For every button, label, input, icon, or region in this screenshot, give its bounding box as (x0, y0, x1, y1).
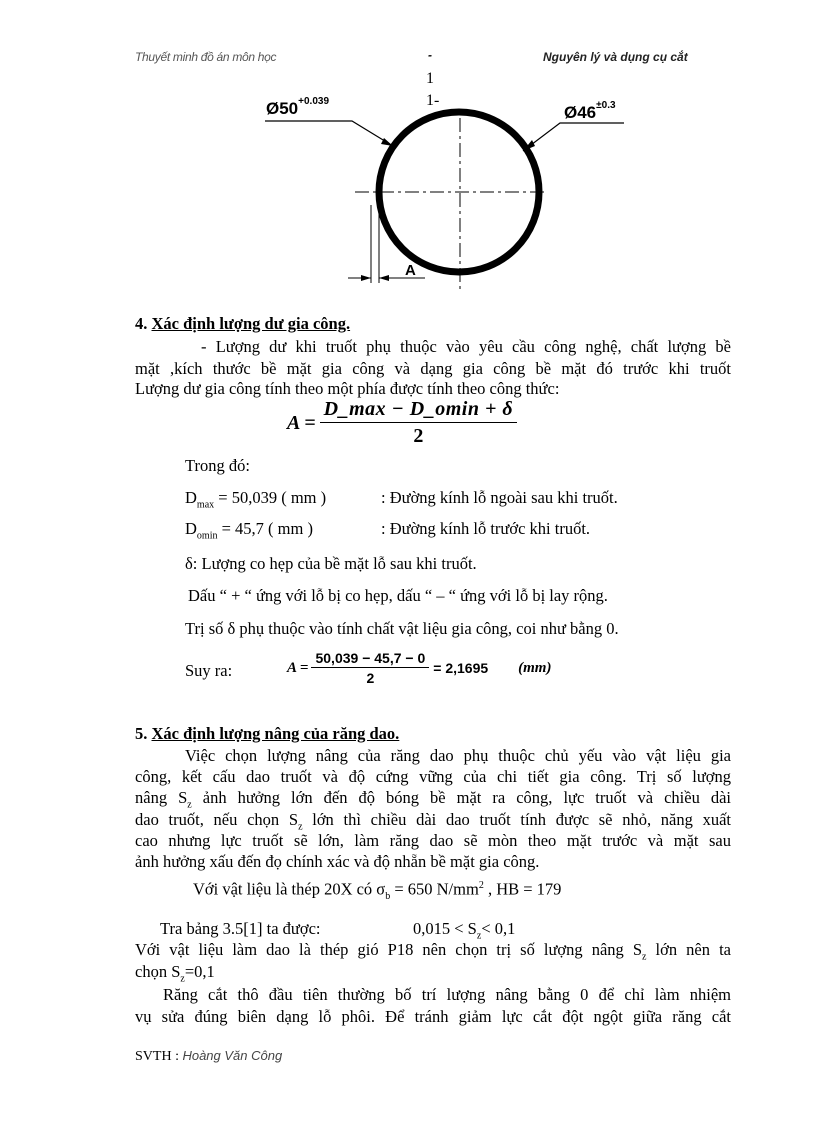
s5-line3-b: ảnh hưởng lớn đến độ bóng bề mặt ra công, lực truốt và chiều dài (191, 788, 732, 807)
s5-line4-a: dao truốt, nếu chọn S (135, 810, 299, 829)
sign-line: Dấu “ + “ ứng với lỗ bị co hẹp, dấu “ – “ ứng với lỗ bị lay rộng. (188, 586, 608, 605)
dmax-line (185, 487, 326, 516)
dim-a-label: A (405, 262, 416, 279)
s4-p1-line1: - Lượng dư khi truốt phụ thuộc vào yêu cầu công nghệ, chất lượng bề (201, 337, 731, 356)
s5-p1-line6: ảnh hưởng xấu đến đọ chính xác và độ nhẵn bề mặt gia công. (135, 852, 540, 871)
footer-name: Hoàng Văn Công (182, 1048, 283, 1063)
result-value: = 2,1695 (433, 660, 489, 676)
delta-line: δ: Lượng co hẹp của bề mặt lỗ sau khi truốt. (185, 554, 477, 573)
material-b: = 650 N/mm (390, 879, 479, 899)
dim-inner-label (564, 100, 616, 123)
dmax-description: : Đường kính lỗ ngoài sau khi truốt. (381, 488, 618, 507)
header-right: Nguyên lý và dụng cụ cắt (543, 50, 688, 64)
material-c: , HB = 179 (483, 879, 562, 899)
dim-a-arrow-left (361, 275, 371, 281)
figure-top-label-2: 1- (426, 92, 440, 109)
dmax-symbol: D (185, 488, 197, 507)
result-numerator: 50,039 − 45,7 − 0 (311, 650, 429, 668)
result-unit: (mm) (518, 659, 552, 676)
result-lhs: A = (287, 659, 309, 676)
table-line-a: Tra bảng 3.5[1] ta được: (160, 919, 321, 938)
s5-p1-line3 (135, 788, 731, 810)
result-denominator: 2 (366, 670, 375, 686)
dim-inner-tol: ±0.3 (596, 100, 616, 112)
s5-line4-b: lớn thì chiều dài dao truốt tính được sẽ nhỏ, năng xuất (302, 810, 731, 829)
ring-drawing (0, 0, 816, 330)
formula-numerator: D_max − D_omin + δ (320, 398, 517, 423)
leader-outer (265, 121, 393, 146)
s5-p1-line1: Việc chọn lượng nâng của răng dao phụ thuộc chủ yếu vào vật liệu gia (185, 746, 731, 765)
result-fraction (311, 650, 429, 686)
s5-line3-a: nâng S (135, 788, 188, 807)
where-label: Trong đó: (185, 456, 250, 475)
dim-outer-label (266, 96, 330, 119)
table-sub: z (476, 930, 482, 942)
domin-value: = 45,7 ( mm ) (217, 519, 313, 538)
dim-a-arrow-right (379, 275, 389, 281)
rough-line1: Răng cắt thô đầu tiên thường bố trí lượng nâng bằng 0 để chỉ làm nhiệm (163, 985, 731, 1004)
footer (135, 1048, 282, 1065)
dmax-subscript: max (196, 499, 215, 511)
rough-line2: vụ sửa đúng biên dạng lỗ phôi. Để tránh giảm lực cắt đột ngột giữa răng cắt (135, 1007, 731, 1026)
section5-title: Xác định lượng nâng của răng dao. (151, 724, 400, 743)
header-left: Thuyết minh đồ án môn học (135, 50, 277, 64)
s4-p1-line2: mặt ,kích thước bề mặt gia công và dạng gia công bề mặt đó trước khi truốt (135, 359, 731, 378)
formula-result (287, 650, 551, 686)
domin-symbol: D (185, 519, 197, 538)
choose-l1-a: Với vật liệu làm dao là thép gió P18 nên chọn trị số lượng nâng S (135, 940, 643, 959)
material-a: Với vật liệu là thép 20X có σ (193, 879, 386, 899)
material-sup: 2 (478, 880, 484, 891)
choose-line1 (135, 940, 731, 962)
choose-l2-b: =0,1 (184, 962, 215, 981)
header-center: - (428, 48, 432, 62)
s4-p1-line3: Lượng dư gia công tính theo một phía được tính theo công thức: (135, 379, 560, 398)
dim-inner: Ø46 (564, 103, 597, 122)
material-line (193, 875, 561, 908)
dim-outer: Ø50 (266, 99, 299, 118)
section4-number: 4. (135, 314, 148, 333)
result-label: Suy ra: (185, 661, 233, 680)
s5-p1-line2: công, kết cấu dao truốt và độ cứng vững của chi tiết gia công. Trị số lượng (135, 767, 731, 786)
section5-heading (135, 724, 399, 744)
table-b: 0,015 < S (413, 919, 477, 938)
footer-label: SVTH (135, 1049, 172, 1064)
zero-line: Trị số δ phụ thuộc vào tính chất vật liệu gia công, coi như bằng 0. (185, 619, 619, 638)
formula-fraction (320, 398, 517, 448)
dim-outer-tol: +0.039 (298, 96, 330, 108)
section4-title: Xác định lượng dư gia công. (151, 314, 351, 333)
choose-l1-b: lớn nên ta (646, 940, 731, 959)
s5-p1-line5: cao nhưng lực truốt sẽ lớn, làm răng dao sẽ mòn theo mặt trước và mặt sau (135, 831, 731, 850)
choose-l2-sub: z (180, 973, 185, 985)
section4-heading (135, 314, 350, 334)
footer-separator: : (171, 1049, 183, 1064)
section5-number: 5. (135, 724, 148, 743)
domin-line (185, 518, 313, 547)
formula-denominator: 2 (413, 425, 424, 447)
figure-top-label: 1 (426, 70, 434, 87)
domin-description: : Đường kính lỗ trước khi truốt. (381, 519, 591, 538)
material-sub: b (385, 890, 391, 902)
s5-line4-sub: z (298, 821, 303, 833)
table-c: < 0,1 (481, 919, 516, 938)
formula-main (287, 398, 517, 448)
choose-l2-a: chọn S (135, 962, 181, 981)
choose-l1-sub: z (642, 951, 647, 963)
s5-p1-line4 (135, 810, 731, 832)
dmax-value: = 50,039 ( mm ) (214, 488, 327, 507)
domin-subscript: omin (196, 530, 218, 542)
formula-lhs: A = (287, 411, 316, 434)
s5-line3-sub: z (187, 799, 192, 811)
leader-inner (523, 123, 624, 151)
